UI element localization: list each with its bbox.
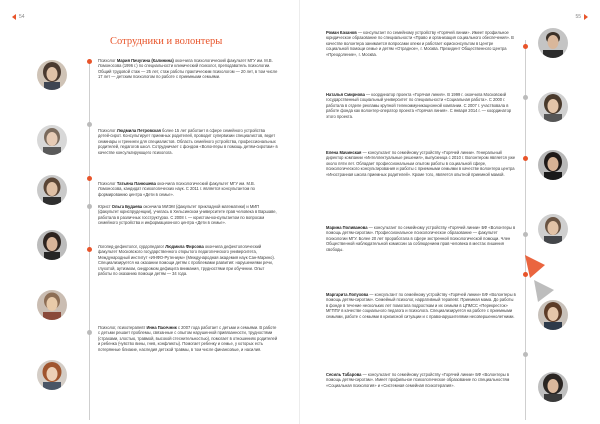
- timeline-dot: [87, 176, 92, 181]
- avatar-lopukhova: [538, 300, 568, 330]
- right-page: [300, 0, 600, 424]
- person-smirnova: Наталья Смирнова — координатор проекта «Горячая линия». В 1999 г. окончила Московский государственный социальный университет по специальности «Социальная работа». С 2000 г. работала в отделе рекламы крупной телекоммуникационной компании. С 2007 г. участвовала в работе фонда как волонтер-оператор проекта «Горячая линия». С января 2014 г. — координатор этого проекта.: [326, 92, 512, 119]
- avatar-machinskaya: [538, 150, 568, 180]
- timeline-dot: [523, 232, 528, 237]
- timeline-dot: [523, 352, 528, 357]
- page-number-right: 55: [575, 14, 588, 20]
- person-machinskaya: Елена Мачинская — консультант по семейному устройству «Горячей линии». Генеральный директор компании «Интеллектуальные решения», выпускница с 2010 г. Волонтером является уже около пяти лет. Обладает профессиональным опытом работы в социальной сфере, психологического консультирования и работы с приемными семьями в качестве волонтера центра «Иностранная школа приемных родителей». Кроме того, является опытной приемной мамой.: [326, 150, 516, 177]
- arrow-left-icon: [12, 14, 16, 20]
- page-title: Сотрудники и волонтеры: [110, 36, 223, 47]
- avatar-smirnova: [538, 92, 568, 122]
- person-kachanov: Роман Качанов — консультант по семейному устройству «Горячей линии». Имеет профильное юридическое образование по специальности «Право и организация социального обеспечения». В качестве волонтера занимается вопросами опеки и работает юрисконсультом в Центре социальной помощи семье и детям «Отрадное», г. Москва. Президент Общественного Центра «Преодоление», г. Москва.: [326, 30, 514, 57]
- person-polivanova: Марина Поливанова — консультант по семейному устройству «Горячей линии» БФ «Волонтеры в помощь детям-сиротам». Профессиональное психологическое образование — факультет психологии МГУ. Более 20 лет проработала в сфере экстренной психологической помощи. Член Общественной наблюдательной комиссии за соблюдением прав человека в местах лишения свободы.: [326, 225, 516, 252]
- avatar-kachanov: [538, 28, 568, 58]
- person-budaeva: Юрист Ольга Будаева окончила МИЭМ (факультет прикладной математики) и МИП (факультет юриспруденции), училась в Хельсинском университете прав человека в Варшаве, работала в различных госструктурах. С 2008 г. — юристом-консультантом по вопросам семейного устройства и информационного центра «Дети в семье».: [98, 204, 277, 226]
- timeline-dot: [523, 44, 528, 49]
- avatar-budaeva: [37, 230, 67, 260]
- avatar-pasechnik: [37, 360, 67, 390]
- timeline-dot: [87, 247, 92, 252]
- avatar-panyusheva: [37, 175, 67, 205]
- timeline-dot: [87, 59, 92, 64]
- timeline-dot: [87, 330, 92, 335]
- avatar-pichugina: [37, 60, 67, 90]
- avatar-firsova: [37, 290, 67, 320]
- page-number-left: 54: [12, 14, 25, 20]
- person-pasechnik: Психолог, психотерапевт Инна Пасечник с 2007 года работает с детьми и семьями. В работе с детьми решает проблемы, связанные с опытом нарушенной привязанности, трудностями (страхами, злостью, травмой, высокой стеснительностью), помогает в отношениях родителей и ребенка (чувство вины, гнев, конфликты). Помогает ребенку и семье, у которых есть потерянные близкие, наследия детской травмы, в том числе финансовые, и насилия.: [98, 325, 278, 352]
- avatar-petrovskaya: [37, 125, 67, 155]
- person-tabarova: Сесиль Табарова — консультант по семейному устройству «Горячей линии» БФ «Волонтеры в помощь детям-сиротам». Имеет профильное психологическое образование по специальностям «Социальная психология» и «Системная семейная психотерапия».: [326, 372, 510, 388]
- timeline-dot: [87, 122, 92, 127]
- person-petrovskaya: Психолог Людмила Петровская более 15 лет работает в сфере семейного устройства детей-сирот. Консультирует приемных родителей, проводит супервизии специалистов, ведет семинары и тренинги для специалистов. Область семейного устройства, профессиональных родителей, педагогов школ. Сотрудничает с фондом «Волонтеры в помощь детям-сиротам» в качестве консультирующего психолога.: [98, 128, 278, 155]
- timeline-dot: [523, 95, 528, 100]
- avatar-polivanova: [538, 214, 568, 244]
- arrow-right-icon: [584, 14, 588, 20]
- person-firsova: Логопед-дефектолог, сурдопедагог Людмила Фирсова окончила дефектологический факультет Московского государственного открытого педагогического университета, Международный институт «ИНФО-Рутениум» (Международная академия наук Сан-Марино). Специализируется на оказании помощи детям с проблемами развития: нарушениями речи, глухотой, аутизмом, синдромом дефицита внимания, трудностями при обучении. Опыт работы по оказанию помощи детям — 34 года.: [98, 244, 275, 277]
- timeline-line-left: [89, 60, 90, 420]
- timeline-dot: [87, 204, 92, 209]
- timeline-dot: [523, 156, 528, 161]
- avatar-tabarova: [538, 372, 568, 402]
- person-pichugina: Психолог Мария Пичугина (Калинина) окончила психологический факультет МГУ им. М.В. Ломоносова (1996 г.) по специальности клинический психолог, преподаватель психологии. Общий трудовой стаж — 25 лет, стаж работы практическим психологом — 20 лет, в том числе 17 лет — детским психологом по работе с приемными семьями.: [98, 58, 278, 80]
- person-panyusheva: Психолог Татьяна Панюшева окончила психологический факультет МГУ им. М.В. Ломоносова, кандидат психологических наук. С 2011 г. является консультантом по формированию центра «Дети в семье».: [98, 181, 255, 197]
- person-lopukhova: Маргарита Лопухова — консультант по семейному устройству «Горячей линии» БФ «Волонтеры в помощь детям-сиротам». Семейный психолог, нарративный терапевт. Приемная мама. До работы в фонде в течение нескольких лет помогала подросткам и их семьям в ЦПМСС «Перекресток» МГППУ в качестве социального педагога и психолога. Специализируется на работе с приемными семьями, работе с семьями в кризисной ситуации и с правонарушителями несовершеннолетними.: [326, 292, 516, 319]
